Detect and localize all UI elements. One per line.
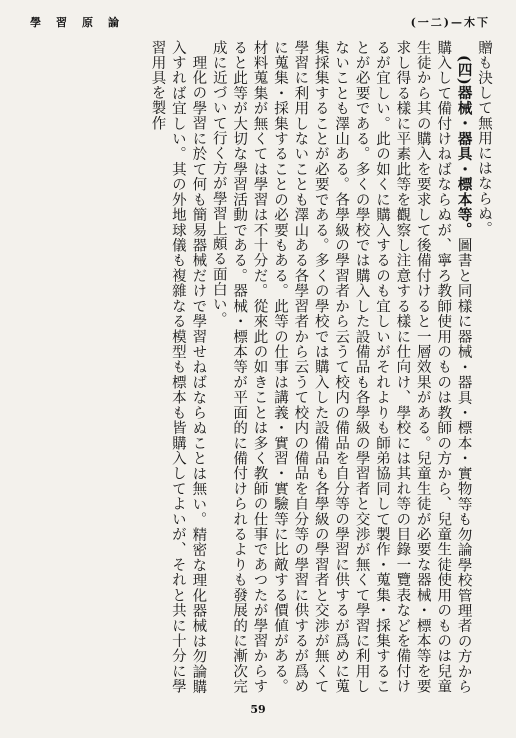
body-paragraph-1-text: 圖書と同樣に器械・器具・標本・實物等も勿論學校管理者の方から購入して備付けねばならぬが、寧ろ教師使用のものは教師の方から、兒童生徒使用のものは兒童生徒から其の購入を要求して後備付けると一層效果がある。兒童生徒が必要な器械・標本等を要求し得る樣に平素此等を觀察し注意する樣に仕向け、學校には其れ等の目錄一覽表などを備付けるが宜しい。此の如くに購入するのも宜しいがそれよりも師弟協同して製作・蒐集・採集することが必要である。多くの學校では購入した設備品も各學級の學習者と交渉が無くて學習に利用しないことも澤山ある。各學級の學習者から云うて校内の備品を自分等の學習に供するが爲めに蒐集採集することが必要である。多くの學校では購入した設備品も各學級の學習者と交渉が無くて學習に利用しないことも澤山ある各學習者から云うて校内の備品を自分等の學習に供するが爲めに蒐集・採集することの必要もある。此等の仕事は講義・實習・實驗等に比敵する價値がある。材料蒐集が無くては學習は不十分だ。從來此の如きことは多く教師の仕事であつたが學習からすると此等が大切な學習活動である。器械・標本等が平面的に備付けられるよりも發展的に漸次完成に近づいて行く方が學習上頗る面白い。 [210,40,472,694]
running-head-title: 學 習 原 論 [30,16,121,29]
body-line-1: 贈も決して無用にはならぬ。 [476,40,492,237]
running-head-chapter: (一二)—木下 [410,16,490,29]
section-heading: (四)器械・器具・標本等。 [455,54,473,238]
running-head [30,14,490,30]
body-paragraph-2: 理化の學習に於て何も簡易器械だけで學習せねばならぬことは無い。精密な理化器械は勿論購入すれば宜しい。其の外地球儀も複雜なる模型も標本も皆購入してよいが、それと共に十分に學習用具を製作 [149,40,207,694]
vertical-body-text [46,40,494,694]
body-paragraph-1 [208,40,473,694]
page-number: 59 [250,703,266,716]
